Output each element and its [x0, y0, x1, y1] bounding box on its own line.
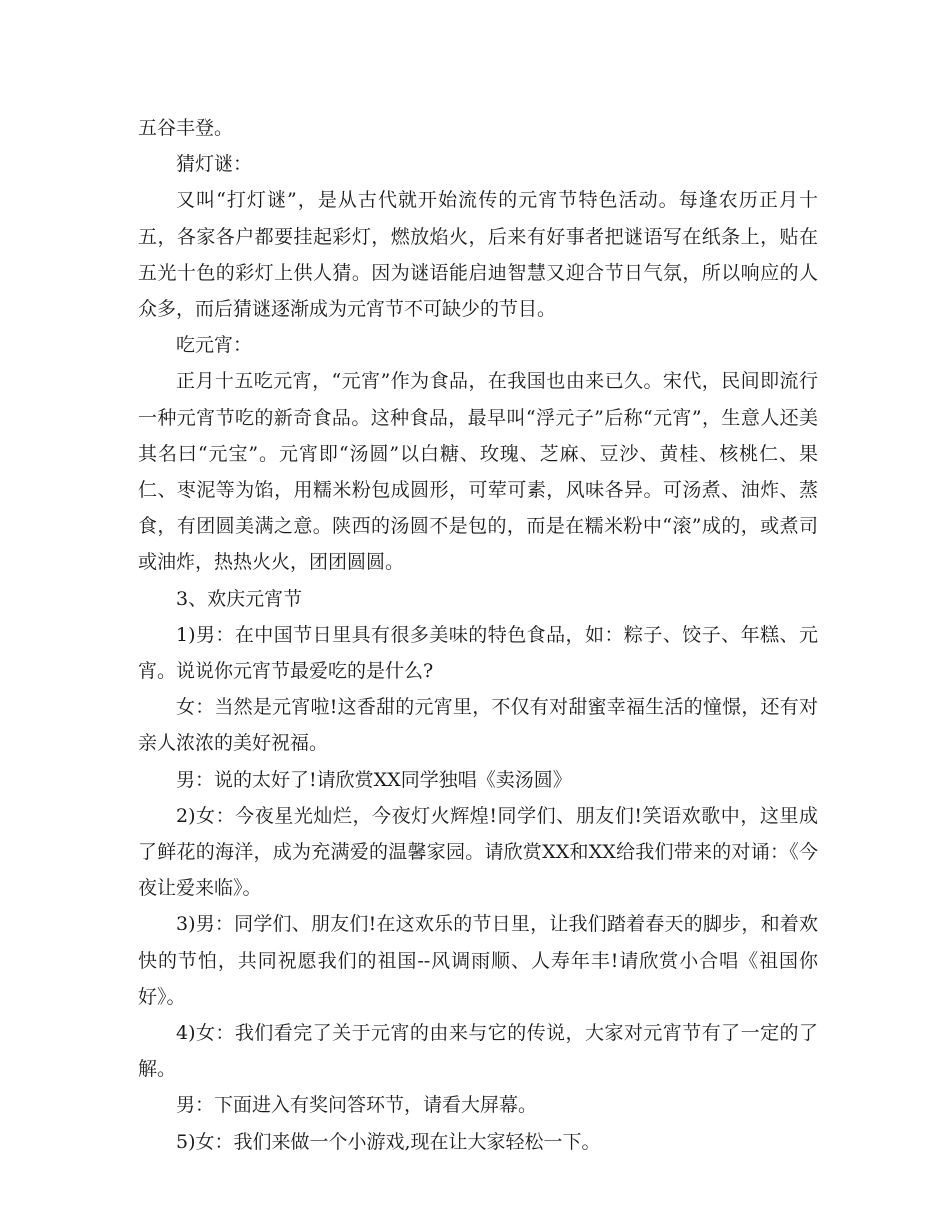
dialogue-line-5: 3)男：同学们、朋友们!在这欢乐的节日里，让我们踏着春天的脚步，和着欢快的节怕，共同祝愿我们的祖国--风调雨顺、人寿年丰!请欣赏小合唱《祖国你好》。: [138, 913, 818, 1008]
heading-lantern-riddles: 猜灯谜：: [176, 153, 253, 176]
paragraph-eat-yuanxiao: 正月十五吃元宵，“元宵”作为食品，在我国也由来已久。宋代，民间即流行一种元宵节吃的新奇食品。这种食品，最早叫“浮元子”后称“元宵”，生意人还美其名曰“元宝”。元宵即“汤圆”以白糖、玫瑰、芝麻、豆沙、黄桂、核桃仁、果仁、枣泥等为馅，用糯米粉包成圆形，可荤可素，风味各异。可汤煮、油炸、蒸食，有团圆美满之意。陕西的汤圆不是包的，而是在糯米粉中“滚”成的，或煮司或油炸，热热火火，团团圆圆。: [138, 370, 818, 574]
paragraph-continuation: 五谷丰登。: [138, 117, 234, 139]
document-body: [138, 110, 818, 1160]
dialogue-line-4: 2)女：今夜星光灿烂，今夜灯火辉煌!同学们、朋友们!笑语欢歌中，这里成了鲜花的海洋，成为充满爱的温馨家园。请欣赏XX和XX给我们带来的对诵：《今夜让爱来临》。: [138, 804, 818, 900]
heading-celebrate: 3、欢庆元宵节: [176, 587, 303, 610]
dialogue-line-3: 男：说的太好了!请欣赏XX同学独唱《卖汤圆》: [176, 768, 572, 791]
dialogue-line-2: 女：当然是元宵啦!这香甜的元宵里，不仅有对甜蜜幸福生活的憧憬，还有对亲人浓浓的美好祝福。: [138, 696, 818, 755]
paragraph-lantern-riddles: 又叫“打灯谜”，是从古代就开始流传的元宵节特色活动。每逢农历正月十五，各家各户都要挂起彩灯，燃放焰火，后来有好事者把谜语写在纸条上，贴在五光十色的彩灯上供人猜。因为谜语能启迪智慧又迎合节日气氛，所以响应的人众多，而后猜谜逐渐成为元宵节不可缺少的节目。: [138, 189, 818, 321]
dialogue-line-8: 5)女：我们来做一个小游戏,现在让大家轻松一下。: [176, 1130, 601, 1153]
dialogue-line-7: 男：下面进入有奖问答环节，请看大屏幕。: [176, 1094, 538, 1117]
dialogue-line-6: 4)女：我们看完了关于元宵的由来与它的传说，大家对元宵节有了一定的了解。: [138, 1022, 818, 1081]
dialogue-line-1: 1)男：在中国节日里具有很多美味的特色食品，如：粽子、饺子、年糕、元宵。说说你元宵节最爱吃的是什么?: [138, 623, 818, 683]
heading-eat-yuanxiao: 吃元宵：: [176, 334, 253, 357]
